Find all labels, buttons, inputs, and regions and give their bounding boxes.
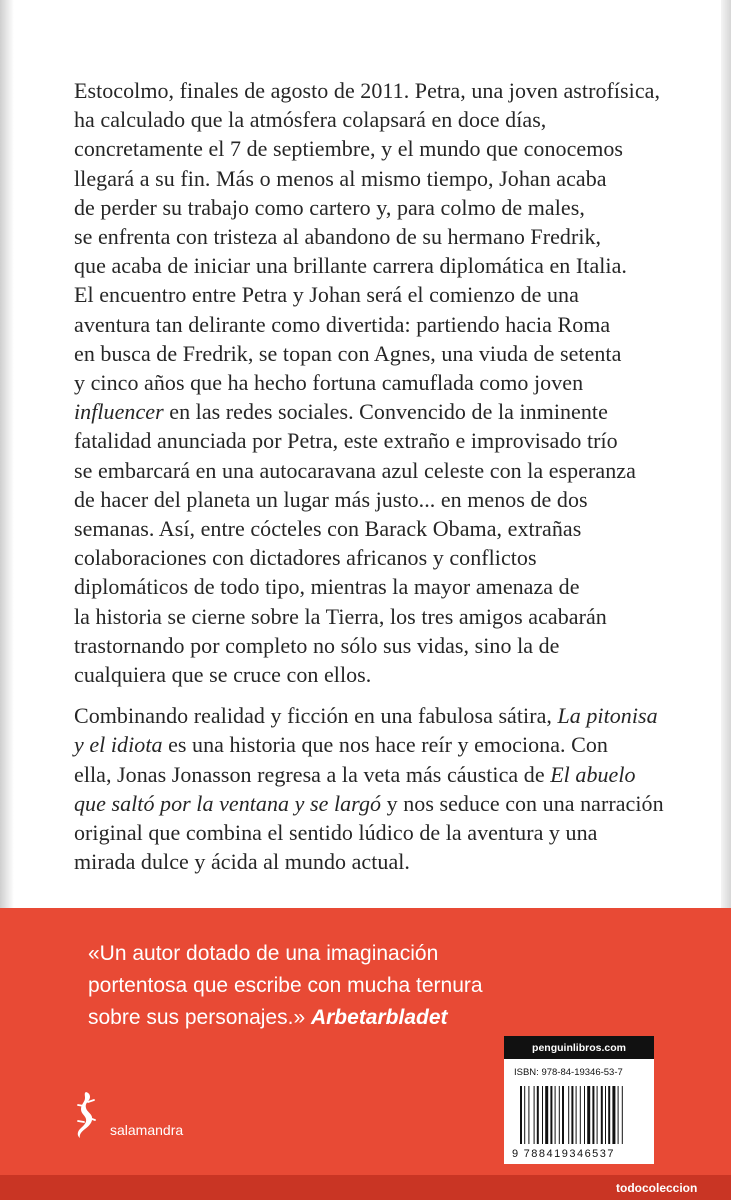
book-title-italic: y el idiota [74,732,163,758]
text-line: fatalidad anunciada por Petra, este extraño e improvisado trío [74,428,618,454]
synopsis-paragraph-1 [74,76,704,689]
quote-line: «Un autor dotado de una imaginación [88,942,439,965]
text-line: ha calculado que la atmósfera colapsará en doce días, [74,107,547,133]
barcode-digits [512,1148,615,1160]
barcode-first-digit: 9 [512,1148,520,1160]
quote-line [88,1002,528,1034]
italic-term: influencer [74,399,164,425]
text-line: se enfrenta con tristeza al abandono de su hermano Fredrik, [74,224,602,250]
text-fragment: es una historia que nos hace reír y emociona. Con [162,732,608,758]
quote-fragment: sobre sus personajes.» [88,1006,311,1029]
publisher-website: penguinlibros.com [504,1036,654,1059]
text-line: diplomáticos de todo tipo, mientras la mayor amenaza de [74,574,580,600]
text-line [74,760,704,789]
text-line: El encuentro entre Petra y Johan será el comienzo de una [74,282,579,308]
barcode [520,1086,646,1146]
text-line [74,701,704,730]
quote-line: portentosa que escribe con mucha ternura [88,974,483,997]
book-title-italic: que saltó por la ventana y se largó [74,790,382,816]
isbn-block [504,1036,654,1164]
book-title-italic: El abuelo [550,761,636,787]
text-fragment: en las redes sociales. Convencido de la inminente [163,399,608,425]
press-quote [88,938,528,1034]
text-line: se embarcará en una autocaravana azul celeste con la esperanza [74,457,636,483]
text-fragment: y nos seduce con una narración [381,790,664,816]
text-line: de perder su trabajo como cartero y, para colmo de males, [74,194,585,220]
text-line: de hacer del planeta un lugar más justo... en menos de dos [74,486,588,512]
text-line: llegará a su fin. Más o menos al mismo tiempo, Johan acaba [74,165,607,191]
text-line: Estocolmo, finales de agosto de 2011. Petra, una joven astrofísica, [74,78,660,103]
barcode-number: 788419346537 [523,1148,616,1160]
publisher-logo [72,1090,183,1140]
text-line: mirada dulce y ácida al mundo actual. [74,849,410,875]
text-fragment: Combinando realidad y ficción en una fabulosa sátira, [74,703,558,729]
isbn-number: ISBN: 978-84-19346-53-7 [514,1067,623,1078]
text-line: concretamente el 7 de septiembre, y el mundo que conocemos [74,136,624,162]
text-line: colaboraciones con dictadores africanos y conflictos [74,545,537,571]
watermark: todocoleccion [616,1180,698,1195]
text-line: que acaba de iniciar una brillante carrera diplomática en Italia. [74,253,627,279]
text-line [74,730,704,759]
synopsis [74,76,704,876]
synopsis-paragraph-2 [74,701,704,876]
quote-source: Arbetarbladet [310,1006,448,1029]
text-line: original que combina el sentido lúdico de la aventura y una [74,820,598,846]
text-fragment: ella, Jonas Jonasson regresa a la veta más cáustica de [74,761,551,787]
text-line: y cinco años que ha hecho fortuna camuflada como joven [74,370,584,396]
text-line: trastornando por completo no sólo sus vidas, sino la de [74,632,560,658]
text-line [74,789,704,818]
text-line: la historia se cierne sobre la Tierra, los tres amigos acabarán [74,603,607,629]
text-line: semanas. Así, entre cócteles con Barack Obama, extrañas [74,516,582,542]
text-line: en busca de Fredrik, se topan con Agnes, una viuda de setenta [74,340,622,366]
salamander-icon [72,1090,102,1140]
text-line: cualquiera que se cruce con ellos. [74,662,372,688]
publisher-name: salamandra [110,1122,184,1138]
text-line [74,397,704,426]
book-title-italic: La pitonisa [557,703,658,729]
text-line: aventura tan delirante como divertida: partiendo hacia Roma [74,311,611,337]
